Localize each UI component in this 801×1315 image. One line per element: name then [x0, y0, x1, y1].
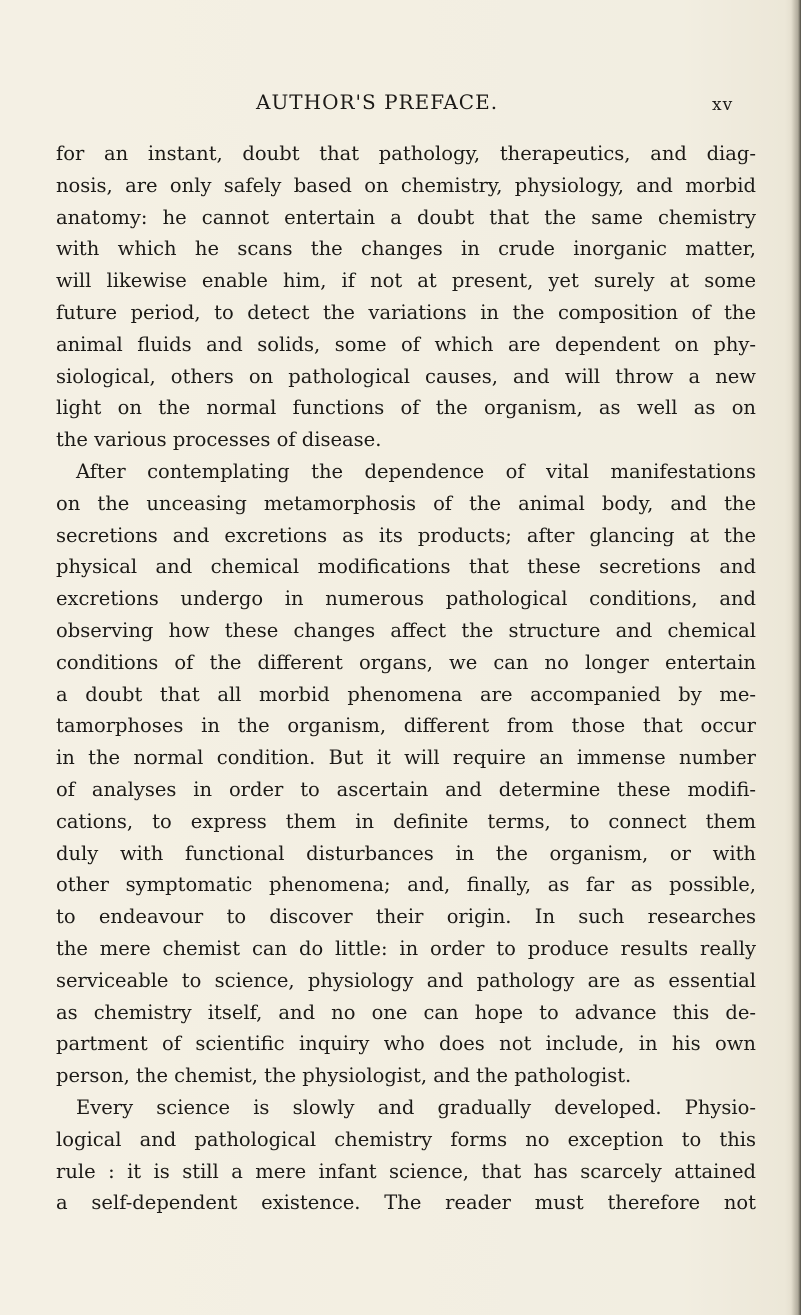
- text-line: conditions of the different organs, we can no longer entertain: [56, 650, 756, 674]
- text-line: as chemistry itself, and no one can hope to advance this de-: [56, 1000, 756, 1024]
- text-line: in the normal condition. But it will require an immense number: [56, 746, 756, 770]
- text-line: other symptomatic phenomena; and, finally, as far as possible,: [56, 873, 756, 897]
- running-head: AUTHOR'S PREFACE.: [256, 90, 499, 114]
- text-line: Every science is slowly and gradually developed. Physio-: [76, 1095, 756, 1119]
- text-line: future period, to detect the variations in the composition of the: [56, 300, 756, 324]
- text-line: with which he scans the changes in crude inorganic matter,: [56, 237, 756, 261]
- text-line: will likewise enable him, if not at present, yet surely at some: [56, 269, 756, 293]
- page-edge-shadow: [791, 0, 801, 1315]
- text-line: serviceable to science, physiology and pathology are as essential: [56, 968, 756, 992]
- body-text: [56, 138, 756, 1219]
- text-line: on the unceasing metamorphosis of the animal body, and the: [56, 491, 756, 515]
- text-line: nosis, are only safely based on chemistry, physiology, and morbid: [56, 173, 756, 197]
- text-line: a self-dependent existence. The reader must therefore not: [56, 1191, 756, 1215]
- text-line: a doubt that all morbid phenomena are accompanied by me-: [56, 682, 756, 706]
- text-line: person, the chemist, the physiologist, and the pathologist.: [56, 1064, 632, 1088]
- text-line: cations, to express them in definite terms, to connect them: [56, 809, 756, 833]
- page-number: xv: [712, 95, 734, 115]
- text-line: light on the normal functions of the organism, as well as on: [56, 396, 756, 420]
- text-line: partment of scientific inquiry who does not include, in his own: [56, 1032, 756, 1056]
- text-line: tamorphoses in the organism, different from those that occur: [56, 714, 756, 738]
- text-line: to endeavour to discover their origin. In such researches: [56, 905, 756, 929]
- text-line: animal fluids and solids, some of which are dependent on phy-: [56, 332, 756, 356]
- text-line: excretions undergo in numerous pathological conditions, and: [56, 587, 756, 611]
- text-line: secretions and excretions as its products; after glancing at the: [56, 523, 756, 547]
- text-line: siological, others on pathological causes, and will throw a new: [56, 364, 756, 388]
- text-line: physical and chemical modifications that these secretions and: [56, 555, 756, 579]
- text-line: rule : it is still a mere infant science, that has scarcely attained: [56, 1159, 756, 1183]
- text-line: duly with functional disturbances in the organism, or with: [56, 841, 756, 865]
- text-line: the various processes of disease.: [56, 428, 382, 452]
- text-line: anatomy: he cannot entertain a doubt that the same chemistry: [56, 205, 756, 229]
- text-line: for an instant, doubt that pathology, therapeutics, and diag-: [56, 142, 756, 165]
- text-line: After contemplating the dependence of vital manifestations: [76, 459, 756, 483]
- text-line: observing how these changes affect the structure and chemical: [56, 618, 756, 642]
- text-line: the mere chemist can do little: in order to produce results really: [56, 936, 756, 960]
- text-line: logical and pathological chemistry forms no exception to this: [56, 1127, 756, 1151]
- text-line: of analyses in order to ascertain and determine these modifi-: [56, 777, 756, 801]
